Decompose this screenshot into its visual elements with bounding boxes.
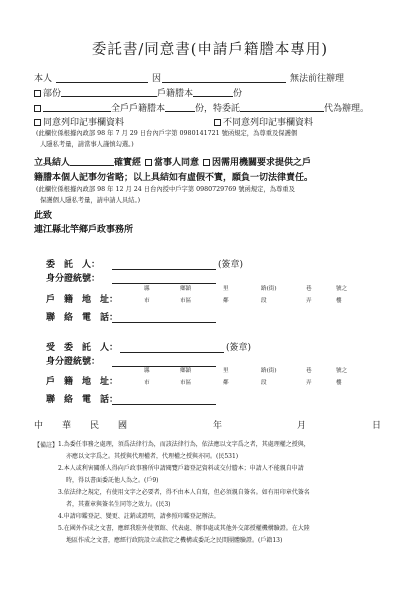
date-day-label: 日 [372,421,382,431]
principal-id-label: 身分證統號： [46,274,101,284]
agent-address-units [126,366,366,390]
remark-item-3b: 者，其蓋章與簽名生同等之效力。(民3) [66,501,171,508]
unit-city: 市 [144,380,150,386]
agent-name-label: 受 委 託 人： [46,343,119,353]
closing-phrase: 此致 [34,211,53,221]
agent-id-label: 身分證統號： [46,357,101,367]
unit-section: 段 [261,298,267,304]
remarks-label: 【備註】 [34,442,59,449]
principal-phone-field[interactable] [112,322,216,323]
remark-item-4: 4.申請印鑑登記、變更、註銷或證明，請參照印鑑登記辦法。 [58,513,220,520]
unit-road: 路(街) [261,368,277,374]
note-remarks-regulation-line2: 人隱私考量，請當事人謹慎勾選。) [40,141,134,148]
agent-name-field[interactable] [120,352,224,353]
partial-copy-detail-line[interactable] [61,88,157,97]
partial-copy-row: 部份 戶籍謄本 份 [34,86,242,99]
full-household-count-line[interactable] [165,103,195,112]
remark-item-2b: 時，得以書面委託他人為之。(戶9) [66,477,159,484]
note-remarks-regulation-line1: (此欄位係根據內政部 98 年 7 月 29 日台內戶字第 0980141721 號函規定，為尊重及保護個 [36,130,298,137]
note-sworn-regulation-line1: (此欄位係根據內政部 98 年 12 月 24 日台內授中戶字第 0980729769 號函規定，為尊重及 [36,186,295,193]
unit-lane: 巷 [306,368,312,374]
agent-name-line[interactable] [240,103,324,112]
unit-township: 鄉鎮 [180,368,192,374]
reason-label: 因 [152,74,162,84]
remark-item-1b: 亦應以文字爲之。其授與代理權者，代理權之授與亦同。(民531) [66,453,239,460]
reason-line[interactable] [162,82,286,83]
unit-alley: 弄 [306,380,312,386]
date-era-guo: 國 [118,421,128,431]
unit-number: 號之 [336,286,348,292]
unit-city: 市 [144,298,150,304]
agency-requirement-checkbox[interactable] [203,159,210,166]
unit-neighborhood: 鄰 [223,298,229,304]
unit-district: 市區 [180,380,192,386]
unit-section: 段 [261,380,267,386]
print-remarks-consent: 同意列印記事欄資料 [34,115,124,128]
principal-signature-label: (簽章) [218,260,244,270]
remark-item-3a: 3.依法律之規定，有使用文字之必要者，得不由本人自寫，但必須親自簽名。如有用印章代簽名 [58,489,310,496]
addressee-office: 連江縣北竿鄉戶政事務所 [34,225,134,235]
unit-village: 里 [223,368,229,374]
agent-address-label: 戶 籍 地 址： [46,377,119,387]
date-era-min: 民 [90,421,100,431]
agent-phone-label: 聯 絡 電 話： [46,395,119,405]
full-household-detail-line[interactable] [43,103,111,112]
partial-copy-checkbox[interactable] [34,90,41,97]
date-month-label: 月 [297,421,307,431]
print-remarks-refuse: 不同意列印記事欄資料 [214,115,313,128]
unit-lane: 巷 [306,286,312,292]
principal-address-units [126,284,366,308]
unit-floor: 樓 [336,380,342,386]
unit-neighborhood: 鄰 [223,380,229,386]
unit-floor: 樓 [336,298,342,304]
sworn-statement-line1: 立具結人 確實經 當事人同意 因需用機關要求提供之戶 [34,158,312,168]
partial-copy-count-line[interactable] [193,88,233,97]
date-era-hua: 華 [62,421,72,431]
principal-address-label: 戶 籍 地 址： [46,295,119,305]
unit-county: 縣 [144,286,150,292]
page-title: 委託書/同意書(申請戶籍謄本專用) [91,42,329,58]
sworn-person-line[interactable] [70,157,114,166]
agent-signature-label: (簽章) [226,343,252,353]
unit-village: 里 [223,286,229,292]
unit-road: 路(街) [261,286,277,292]
principal-name-label: 委 託 人： [46,260,101,270]
agree-print-remarks-checkbox[interactable] [34,119,41,126]
agent-phone-field[interactable] [112,404,216,405]
note-sworn-regulation-line2: 保護個人隱私考量，請申請人具結。) [40,197,141,204]
unit-county: 縣 [144,368,150,374]
principal-label: 本人 [34,74,53,84]
remark-item-5b: 地區作成之文書，應經行政院設立或指定之機構或委託之民間團體驗證。(戶籍13) [66,537,283,544]
date-era-zhong: 中 [34,421,44,431]
remark-item-5a: 5.在國外作成之文書，應經我駐外使領館、代表處、辦事處或其他外交部授權機構驗證。在大陸 [58,525,310,532]
principal-name-line[interactable] [56,82,148,83]
remark-item-1a: 1.為委任事務之處理，須爲法律行為，而該法律行為，依法應以文字爲之者，其處理權之授與， [58,441,310,448]
date-year-label: 年 [213,421,223,431]
unit-township: 鄉鎮 [180,286,192,292]
principal-name-field[interactable] [112,269,216,270]
principal-phone-label: 聯 絡 電 話： [46,313,119,323]
disagree-print-remarks-checkbox[interactable] [214,119,221,126]
unable-label: 無法前往辦理 [290,74,345,84]
consent-checkbox[interactable] [145,159,152,166]
unit-number: 號之 [336,368,348,374]
full-household-row: 全戶戶籍謄本 份，特委託 代為辦理。 [34,101,369,114]
remark-item-2a: 2.本人或利害關係人得向戶政事務所申請閱覽戶籍登記資料或交付謄本；申請人不能親自申請 [58,465,304,472]
unit-district: 市區 [180,298,192,304]
unit-alley: 弄 [306,298,312,304]
sworn-statement-line2: 籍謄本個人記事勿省略；以上具結如有虛假不實，願負一切法律責任。 [34,173,314,183]
full-household-checkbox[interactable] [34,105,41,112]
